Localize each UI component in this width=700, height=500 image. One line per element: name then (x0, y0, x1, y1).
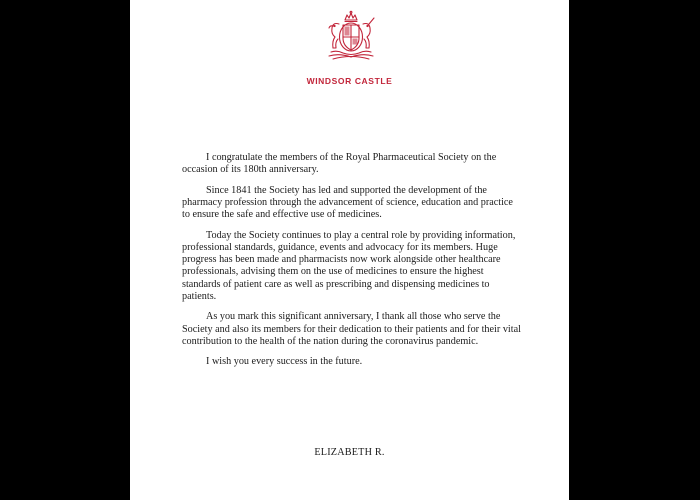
paragraph: Today the Society continues to play a central role by providing information, professional standards, guidance, events and advocacy for its members. Huge progress has been made and pharmacists now work alongside other healthcare professionals, advising them on the use of medicines to ensure the highest standards of patient care as well as prescribing and dispensing medicines to patients. (182, 229, 516, 302)
signature: ELIZABETH R. (314, 447, 385, 458)
paragraph: I wish you every success in the future. (206, 356, 363, 368)
letter-body (182, 152, 522, 377)
letter-page (130, 0, 569, 500)
paragraph: As you mark this significant anniversary, I thank all those who serve the Society and also its members for their dedication to their patients and for their vital contribution to the health of the nation during the coronavirus pandemic. (182, 311, 521, 347)
paragraph: I congratulate the members of the Royal Pharmaceutical Society on the occasion of its 180th anniversary. (182, 152, 497, 176)
letterhead-address: WINDSOR CASTLE (306, 76, 393, 86)
royal-coat-of-arms-icon (323, 10, 379, 62)
paragraph: Since 1841 the Society has led and supported the development of the pharmacy profession through the advancement of science, education and practice to ensure the safe and effective use of medicines. (182, 184, 513, 221)
